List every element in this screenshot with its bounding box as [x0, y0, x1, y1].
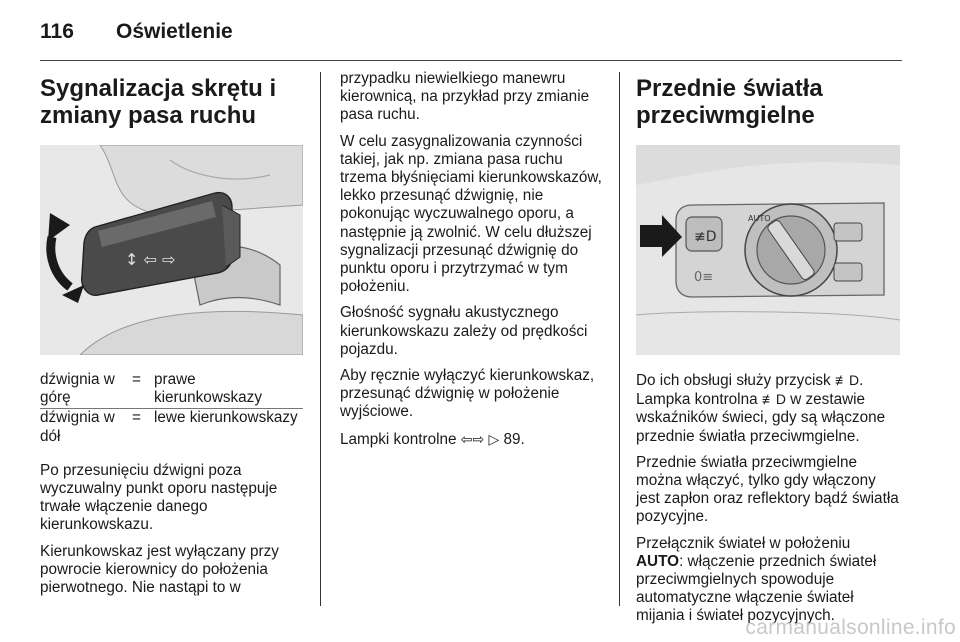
section-title: Oświetlenie: [116, 20, 233, 43]
switch-drawing: [636, 145, 900, 355]
definition-term: dźwignia w dół: [40, 409, 115, 445]
definition-row: [40, 409, 303, 447]
auto-label: AUTO: [636, 552, 680, 570]
column-divider-2: [619, 72, 620, 606]
page-header: [40, 20, 233, 44]
light-switch-illustration: [636, 145, 900, 355]
paragraph: Kierunkowskaz jest wyłączany przy powrocie kierownicy do położenia pierwotnego. Nie nastąpi to w: [40, 542, 279, 597]
column-1: [40, 70, 303, 605]
definition-row: [40, 371, 303, 409]
paragraph: [340, 430, 602, 449]
column-3: [636, 70, 901, 634]
page-reference-icon: ▷: [488, 430, 500, 447]
lever-definitions: [40, 371, 303, 447]
text: : włączenie przednich świateł przeciwmgielnych spowoduje automatyczne włączenie świateł mijania i świateł pozycyjnych.: [636, 552, 877, 625]
svg-text:↕ ⇦ ⇨: ↕ ⇦ ⇨: [125, 250, 176, 269]
front-fog-light-icon: ≢D: [834, 372, 860, 388]
definition-value: lewe kierunkowskazy: [154, 409, 298, 427]
paragraph: Do ich obsługi służy przycisk ≢D. Lampka kontrolna ≢D w zestawie wskaźników świeci, gdy są włączone przednie światła przeciwmgielne.: [636, 372, 886, 445]
text: Przełącznik świateł w położeniu: [636, 534, 851, 552]
text: Lampka kontrolna: [636, 391, 758, 409]
definition-equals: =: [132, 409, 141, 427]
paragraph: przypadku niewielkiego manewru kierownicą, na przykład przy zmianie pasa ruchu.: [340, 70, 590, 124]
paragraph: W celu zasygnalizowania czynności takiej, jak np. zmiana pasa ruchu trzema błyśnięciami kierunkowskazów, lekko przesunąć dźwignię, nie pokonując wyczuwalnego oporu, a następnie ją zwolnić. W celu dłuższej sygnalizacji przesunąć dźwignię do punktu oporu i przytrzymać w tym położeniu.: [340, 132, 602, 296]
turn-signal-indicator-icon: ⇦⇨: [460, 430, 485, 447]
definition-equals: =: [132, 371, 154, 409]
text: w zestawie wskaźników świeci, gdy są włączone przednie światła przeciwmgielne.: [636, 391, 886, 445]
column-2: [340, 70, 602, 457]
paragraph: Przednie światła przeciwmgielne można włączyć, tylko gdy włączony jest zapłon oraz reflektory bądź światła pozycyjne.: [636, 453, 899, 526]
paragraph: Po przesunięciu dźwigni poza wyczuwalny punkt oporu następuje trwałe włączenie danego kierunkowskazu.: [40, 461, 278, 534]
column-divider-1: [320, 72, 321, 606]
front-fog-light-indicator-icon: ≢D: [761, 391, 786, 408]
indicator-text: Lampki kontrolne: [340, 430, 457, 448]
definition-term: dźwignia w górę: [40, 371, 132, 409]
header-rule: [40, 60, 902, 61]
text: Do ich obsługi służy przycisk: [636, 372, 831, 389]
paragraph: Aby ręcznie wyłączyć kierunkowskaz, przesunąć dźwignię w położenie wyjściowe.: [340, 367, 595, 421]
definition-value: prawe kierunkowskazy: [154, 371, 303, 409]
switch-auto-label: AUTO: [748, 214, 771, 223]
svg-text:≢D: ≢D: [694, 229, 717, 245]
fog-lights-heading: Przednie światła przeciwmgielne: [636, 75, 823, 129]
page-reference[interactable]: 89.: [503, 430, 525, 448]
svg-text:0≡: 0≡: [694, 270, 714, 285]
turn-signal-lever-illustration: [40, 145, 303, 355]
lever-drawing: [40, 145, 303, 355]
paragraph: [636, 535, 901, 626]
turn-signal-heading: Sygnalizacja skrętu i zmiany pasa ruchu: [40, 75, 277, 129]
page-number: 116: [40, 20, 74, 43]
paragraph: Głośność sygnału akustycznego kierunkowskazu zależy od prędkości pojazdu.: [340, 304, 588, 358]
watermark: carmanualsonline.info: [745, 616, 956, 639]
